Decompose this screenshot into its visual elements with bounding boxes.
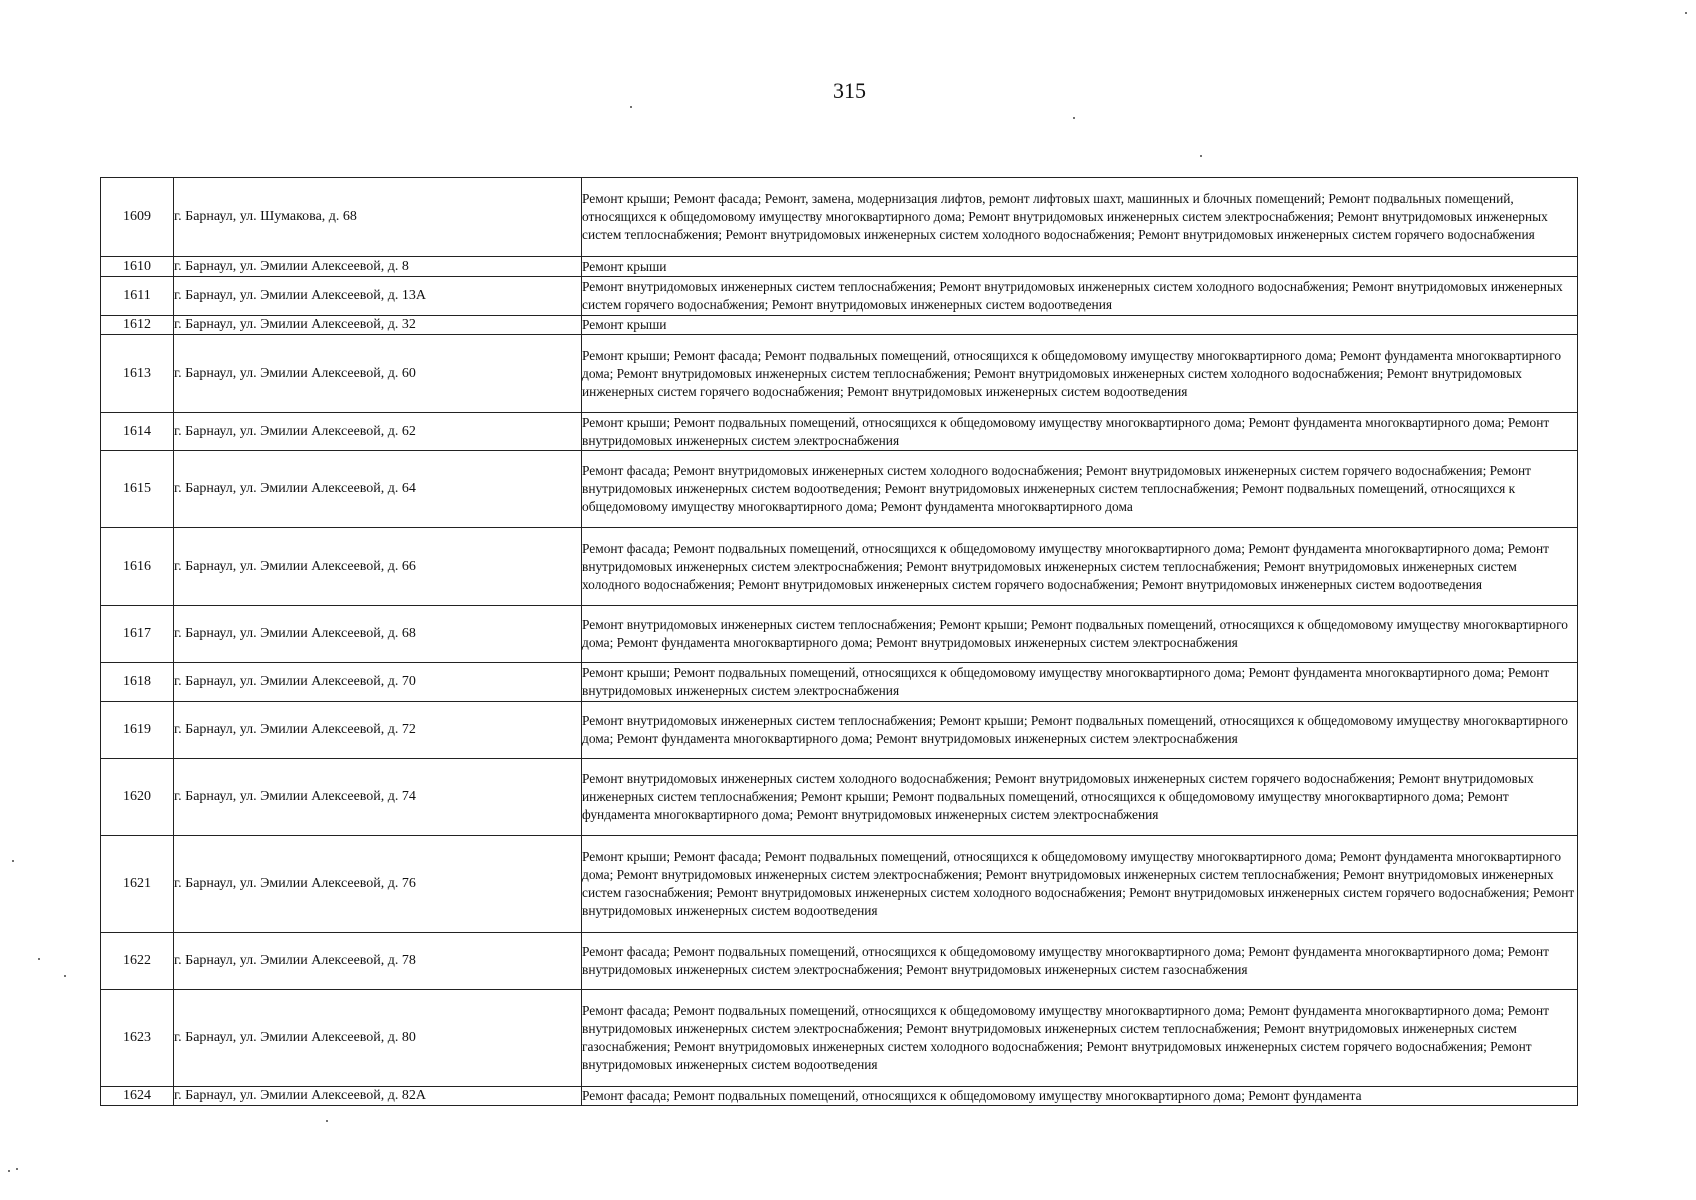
scan-speck [16, 1168, 18, 1170]
building-address: г. Барнаул, ул. Эмилии Алексеевой, д. 74 [174, 759, 582, 836]
table-row [101, 663, 1578, 702]
repair-works: Ремонт фасада; Ремонт подвальных помещений, относящихся к общедомовому имуществу многоквартирного дома; Ремонт фундамента многоквартирного дома; Ремонт внутридомовых инженерных систем электроснабжения; Ремонт внутридомовых инженерных систем теплоснабжения; Ремонт внутридомовых инженерных систем газоснабжения; Ремонт внутридомовых инженерных систем холодного водоснабжения; Ремонт внутридомовых инженерных систем горячего водоснабжения; Ремонт внутридомовых инженерных систем водоотведения [582, 990, 1578, 1087]
building-address: г. Барнаул, ул. Эмилии Алексеевой, д. 66 [174, 528, 582, 606]
scan-speck [38, 958, 40, 960]
scan-speck [1200, 155, 1202, 157]
row-number: 1611 [101, 277, 174, 316]
table-row [101, 759, 1578, 836]
repair-works: Ремонт крыши; Ремонт фасада; Ремонт подвальных помещений, относящихся к общедомовому имуществу многоквартирного дома; Ремонт фундамента многоквартирного дома; Ремонт внутридомовых инженерных систем теплоснабжения; Ремонт внутридомовых инженерных систем холодного водоснабжения; Ремонт внутридомовых инженерных систем горячего водоснабжения; Ремонт внутридомовых инженерных систем водоотведения [582, 335, 1578, 413]
building-address: г. Барнаул, ул. Эмилии Алексеевой, д. 72 [174, 702, 582, 759]
building-address: г. Барнаул, ул. Эмилии Алексеевой, д. 78 [174, 933, 582, 990]
table-row [101, 413, 1578, 451]
building-address: г. Барнаул, ул. Эмилии Алексеевой, д. 13А [174, 277, 582, 316]
repair-works: Ремонт крыши; Ремонт фасада; Ремонт, замена, модернизация лифтов, ремонт лифтовых шахт, машинных и блочных помещений; Ремонт подвальных помещений, относящихся к общедомовому имуществу многоквартирного дома; Ремонт внутридомовых инженерных систем электроснабжения; Ремонт внутридомовых инженерных систем теплоснабжения; Ремонт внутридомовых инженерных систем холодного водоснабжения; Ремонт внутридомовых инженерных систем горячего водоснабжения [582, 178, 1578, 257]
building-address: г. Барнаул, ул. Эмилии Алексеевой, д. 68 [174, 606, 582, 663]
repair-works: Ремонт внутридомовых инженерных систем теплоснабжения; Ремонт крыши; Ремонт подвальных помещений, относящихся к общедомовому имуществу многоквартирного дома; Ремонт фундамента многоквартирного дома; Ремонт внутридомовых инженерных систем электроснабжения [582, 702, 1578, 759]
table-row [101, 528, 1578, 606]
row-number: 1619 [101, 702, 174, 759]
row-number: 1610 [101, 257, 174, 277]
scan-speck [8, 1170, 10, 1172]
table-row [101, 277, 1578, 316]
scan-speck [326, 1120, 328, 1122]
repair-works: Ремонт крыши [582, 316, 1578, 335]
table-body [101, 178, 1578, 1106]
table-row [101, 257, 1578, 277]
repair-works: Ремонт крыши; Ремонт фасада; Ремонт подвальных помещений, относящихся к общедомовому имуществу многоквартирного дома; Ремонт фундамента многоквартирного дома; Ремонт внутридомовых инженерных систем электроснабжения; Ремонт внутридомовых инженерных систем теплоснабжения; Ремонт внутридомовых инженерных систем газоснабжения; Ремонт внутридомовых инженерных систем холодного водоснабжения; Ремонт внутридомовых инженерных систем горячего водоснабжения; Ремонт внутридомовых инженерных систем водоотведения [582, 836, 1578, 933]
page-number: 315 [833, 78, 866, 103]
table-row [101, 933, 1578, 990]
row-number: 1609 [101, 178, 174, 257]
repair-works: Ремонт фасада; Ремонт подвальных помещений, относящихся к общедомовому имуществу многоквартирного дома; Ремонт фундамента [582, 1087, 1578, 1106]
repair-works: Ремонт крыши [582, 257, 1578, 277]
buildings-repair-table [100, 177, 1578, 1106]
building-address: г. Барнаул, ул. Эмилии Алексеевой, д. 70 [174, 663, 582, 702]
scan-speck [64, 975, 66, 977]
table-row [101, 836, 1578, 933]
building-address: г. Барнаул, ул. Эмилии Алексеевой, д. 76 [174, 836, 582, 933]
building-address: г. Барнаул, ул. Эмилии Алексеевой, д. 60 [174, 335, 582, 413]
repair-works: Ремонт фасада; Ремонт внутридомовых инженерных систем холодного водоснабжения; Ремонт внутридомовых инженерных систем горячего водоснабжения; Ремонт внутридомовых инженерных систем водоотведения; Ремонт внутридомовых инженерных систем теплоснабжения; Ремонт подвальных помещений, относящихся к общедомовому имуществу многоквартирного дома; Ремонт фундамента многоквартирного дома [582, 451, 1578, 528]
row-number: 1617 [101, 606, 174, 663]
table-row [101, 178, 1578, 257]
repair-works: Ремонт внутридомовых инженерных систем теплоснабжения; Ремонт крыши; Ремонт подвальных помещений, относящихся к общедомовому имуществу многоквартирного дома; Ремонт фундамента многоквартирного дома; Ремонт внутридомовых инженерных систем электроснабжения [582, 606, 1578, 663]
table-row [101, 316, 1578, 335]
scan-speck [1685, 12, 1687, 14]
row-number: 1614 [101, 413, 174, 451]
building-address: г. Барнаул, ул. Эмилии Алексеевой, д. 80 [174, 990, 582, 1087]
repair-works: Ремонт внутридомовых инженерных систем холодного водоснабжения; Ремонт внутридомовых инженерных систем горячего водоснабжения; Ремонт внутридомовых инженерных систем теплоснабжения; Ремонт крыши; Ремонт подвальных помещений, относящихся к общедомовому имуществу многоквартирного дома; Ремонт фундамента многоквартирного дома; Ремонт внутридомовых инженерных систем электроснабжения [582, 759, 1578, 836]
repair-works: Ремонт фасада; Ремонт подвальных помещений, относящихся к общедомовому имуществу многоквартирного дома; Ремонт фундамента многоквартирного дома; Ремонт внутридомовых инженерных систем электроснабжения; Ремонт внутридомовых инженерных систем газоснабжения [582, 933, 1578, 990]
row-number: 1620 [101, 759, 174, 836]
table-row [101, 702, 1578, 759]
table-row [101, 606, 1578, 663]
building-address: г. Барнаул, ул. Эмилии Алексеевой, д. 8 [174, 257, 582, 277]
building-address: г. Барнаул, ул. Эмилии Алексеевой, д. 82А [174, 1087, 582, 1106]
table-row [101, 451, 1578, 528]
repair-works: Ремонт внутридомовых инженерных систем теплоснабжения; Ремонт внутридомовых инженерных систем холодного водоснабжения; Ремонт внутридомовых инженерных систем горячего водоснабжения; Ремонт внутридомовых инженерных систем водоотведения [582, 277, 1578, 316]
row-number: 1623 [101, 990, 174, 1087]
scan-speck [1073, 117, 1075, 119]
row-number: 1622 [101, 933, 174, 990]
building-address: г. Барнаул, ул. Шумакова, д. 68 [174, 178, 582, 257]
repair-works: Ремонт крыши; Ремонт подвальных помещений, относящихся к общедомовому имуществу многоквартирного дома; Ремонт фундамента многоквартирного дома; Ремонт внутридомовых инженерных систем электроснабжения [582, 663, 1578, 702]
building-address: г. Барнаул, ул. Эмилии Алексеевой, д. 62 [174, 413, 582, 451]
row-number: 1612 [101, 316, 174, 335]
row-number: 1613 [101, 335, 174, 413]
building-address: г. Барнаул, ул. Эмилии Алексеевой, д. 32 [174, 316, 582, 335]
table-row [101, 1087, 1578, 1106]
row-number: 1616 [101, 528, 174, 606]
row-number: 1624 [101, 1087, 174, 1106]
table-row [101, 335, 1578, 413]
table-row [101, 990, 1578, 1087]
scan-speck [630, 106, 632, 108]
scan-speck [12, 860, 14, 862]
row-number: 1621 [101, 836, 174, 933]
repair-works: Ремонт фасада; Ремонт подвальных помещений, относящихся к общедомовому имуществу многоквартирного дома; Ремонт фундамента многоквартирного дома; Ремонт внутридомовых инженерных систем электроснабжения; Ремонт внутридомовых инженерных систем теплоснабжения; Ремонт внутридомовых инженерных систем холодного водоснабжения; Ремонт внутридомовых инженерных систем горячего водоснабжения; Ремонт внутридомовых инженерных систем водоотведения [582, 528, 1578, 606]
row-number: 1618 [101, 663, 174, 702]
row-number: 1615 [101, 451, 174, 528]
repair-works: Ремонт крыши; Ремонт подвальных помещений, относящихся к общедомовому имуществу многоквартирного дома; Ремонт фундамента многоквартирного дома; Ремонт внутридомовых инженерных систем электроснабжения [582, 413, 1578, 451]
building-address: г. Барнаул, ул. Эмилии Алексеевой, д. 64 [174, 451, 582, 528]
